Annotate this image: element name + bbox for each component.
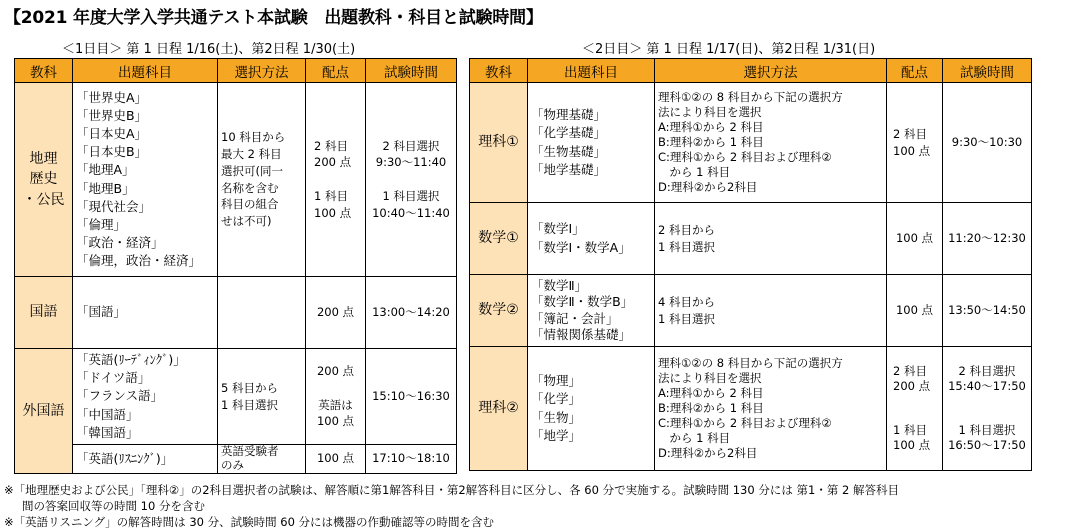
time-cell: 9:30～10:30 [943, 83, 1032, 203]
header-cell: 出題科目 [528, 59, 655, 83]
header-cell: 配点 [887, 59, 943, 83]
time-cell: 2 科目選択 15:40～17:50 1 科目選択 16:50～17:50 [943, 347, 1032, 471]
table-row [470, 275, 1032, 347]
method-cell: 10 科目から 最大 2 科目 選択可(同一 名称を含む 科目の組合 せは不可) [218, 83, 306, 277]
header-cell: 出題科目 [73, 59, 218, 83]
header-cell: 選択方法 [655, 59, 887, 83]
subject-group-cell: 国語 [15, 277, 73, 349]
method-cell: 5 科目から 1 科目選択 [218, 349, 306, 445]
points-cell: 2 科目 200 点 1 科目 100 点 [887, 347, 943, 471]
time-cell: 2 科目選択 9:30～11:40 1 科目選択 10:40～11:40 [366, 83, 457, 277]
footnote: 間の答案回収等の時間 10 分を含む [22, 499, 205, 514]
footnote: ※「英語リスニング」の解答時間は 30 分、試験時間 60 分には機器の作動確認等の時間を含む [4, 515, 495, 530]
day1-table [14, 58, 457, 474]
day2-table [469, 58, 1032, 471]
method-cell: 理科①②の 8 科目から下記の選択方 法により科目を選択 A:理科①から 2 科目 B:理科②から 1 科目 C:理科①から 2 科目および理科② から 1 科目 D:理科②から2科目 [655, 83, 887, 203]
header-cell: 試験時間 [366, 59, 457, 83]
table-row [15, 83, 457, 277]
points-cell: 2 科目 100 点 [887, 83, 943, 203]
subjects-cell: 「国語」 [73, 277, 218, 349]
day2-schedule: ＜2日目＞ 第 1 日程 1/17(日)、第2日程 1/31(日) [582, 42, 876, 57]
method-cell: 4 科目から 1 科目選択 [655, 275, 887, 347]
time-cell: 15:10～16:30 [366, 349, 457, 445]
time-cell: 11:20～12:30 [943, 203, 1032, 275]
subject-group-cell: 数学① [470, 203, 528, 275]
points-cell: 200 点 [306, 277, 366, 349]
table-row [470, 83, 1032, 203]
subject-group-cell: 外国語 [15, 349, 73, 474]
points-cell: 100 点 [306, 445, 366, 474]
subject-group-cell: 地理 歴史 ・公民 [15, 83, 73, 277]
subject-group-cell: 理科① [470, 83, 528, 203]
header-cell: 教科 [15, 59, 73, 83]
footnotes [4, 482, 1074, 530]
subject-group-cell: 数学② [470, 275, 528, 347]
time-cell: 13:50～14:50 [943, 275, 1032, 347]
table-header-row [15, 59, 457, 83]
table-row [470, 203, 1032, 275]
time-cell: 13:00～14:20 [366, 277, 457, 349]
subjects-cell: 「数学Ⅱ」 「数学Ⅱ・数学B」 「簿記・会計」 「情報関係基礎」 [528, 275, 655, 347]
table-row [15, 277, 457, 349]
page-title: 【2021 年度大学入学共通テスト本試験 出題教科・科目と試験時間】 [4, 8, 543, 28]
time-cell: 17:10～18:10 [366, 445, 457, 474]
subjects-cell: 「物理基礎」 「化学基礎」 「生物基礎」 「地学基礎」 [528, 83, 655, 203]
subjects-cell: 「英語(ﾘｽﾆﾝｸﾞ)」 [73, 445, 218, 474]
header-cell: 教科 [470, 59, 528, 83]
points-cell: 100 点 [887, 275, 943, 347]
points-cell: 200 点 英語は 100 点 [306, 349, 366, 445]
method-cell: 英語受験者 のみ [218, 445, 306, 474]
method-cell: 理科①②の 8 科目から下記の選択方 法により科目を選択 A:理科①から 2 科目 B:理科②から 1 科目 C:理科①から 2 科目および理科② から 1 科目 D:理科②から2科目 [655, 347, 887, 471]
method-cell [218, 277, 306, 349]
day1-schedule: ＜1日目＞ 第 1 日程 1/16(土)、第2日程 1/30(土) [62, 42, 356, 57]
header-cell: 配点 [306, 59, 366, 83]
points-cell: 100 点 [887, 203, 943, 275]
footnote: ※「地理歴史および公民」「理科②」の2科目選択者の試験は、解答順に第1解答科目・第2解答科目に区分し、各 60 分で実施する。試験時間 130 分には 第1・第 2 解答科目 [4, 483, 899, 497]
subjects-cell: 「数学Ⅰ」 「数学Ⅰ・数学A」 [528, 203, 655, 275]
subjects-cell: 「英語(ﾘｰﾃﾞｨﾝｸﾞ)」 「ドイツ語」 「フランス語」 「中国語」 「韓国語」 [73, 349, 218, 445]
table-row [15, 445, 457, 474]
subjects-cell: 「物理」 「化学」 「生物」 「地学」 [528, 347, 655, 471]
subjects-cell: 「世界史A」 「世界史B」 「日本史A」 「日本史B」 「地理A」 「地理B」 「現代社会」 「倫理」 「政治・経済」 「倫理，政治・経済」 [73, 83, 218, 277]
table-row [470, 347, 1032, 471]
table-row [15, 349, 457, 445]
points-cell: 2 科目 200 点 1 科目 100 点 [306, 83, 366, 277]
method-cell: 2 科目から 1 科目選択 [655, 203, 887, 275]
table-header-row [470, 59, 1032, 83]
header-cell: 選択方法 [218, 59, 306, 83]
header-cell: 試験時間 [943, 59, 1032, 83]
subject-group-cell: 理科② [470, 347, 528, 471]
